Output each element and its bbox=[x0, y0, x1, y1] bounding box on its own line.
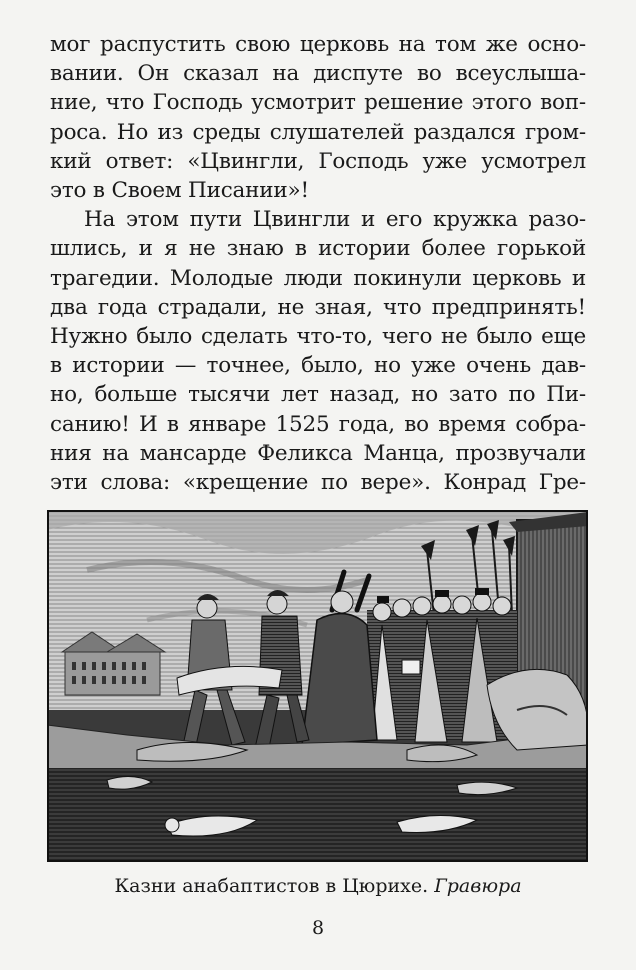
text-line: эти слова: «крещение по вере». Конрад Гре- bbox=[50, 470, 586, 496]
text-line: Нужно было сделать что-то, чего не было еще bbox=[50, 324, 586, 350]
text-line: в истории — точнее, было, но уже очень дав- bbox=[50, 353, 586, 379]
text-line: роса. Но из среды слушателей раздался гром- bbox=[50, 119, 586, 145]
body-text bbox=[50, 30, 586, 497]
engraving-drawing bbox=[47, 510, 588, 862]
text-line: трагедии. Молодые люди покинули церковь и bbox=[50, 265, 586, 291]
text-line: кий ответ: «Цвингли, Господь уже усмотрел bbox=[50, 148, 586, 174]
text-line: но, больше тысячи лет назад, но зато по Пи- bbox=[50, 382, 586, 408]
text-line: ние, что Господь усмотрит решение этого воп- bbox=[50, 90, 586, 116]
caption-italic: Гравюра bbox=[434, 875, 522, 897]
text-line: шлись, и я не знаю в истории более горькой bbox=[50, 236, 586, 262]
caption-main: Казни анабаптистов в Цюрихе. bbox=[114, 875, 435, 897]
text-line: ния на мансарде Феликса Манца, прозвучали bbox=[50, 440, 586, 466]
text-line: вании. Он сказал на диспуте во всеуслыша- bbox=[50, 61, 586, 87]
text-line: санию! И в январе 1525 года, во время собра- bbox=[50, 411, 586, 437]
text-line: мог распустить свою церковь на том же осно- bbox=[50, 32, 586, 57]
figure-caption bbox=[0, 873, 636, 899]
text-line: два года страдали, не зная, что предпринять! bbox=[50, 294, 586, 320]
text-line: это в Своем Писании»! bbox=[50, 178, 309, 204]
text-line: На этом пути Цвингли и его кружка разо- bbox=[84, 207, 586, 233]
engraving-illustration bbox=[47, 510, 588, 862]
page-number: 8 bbox=[311, 917, 325, 939]
